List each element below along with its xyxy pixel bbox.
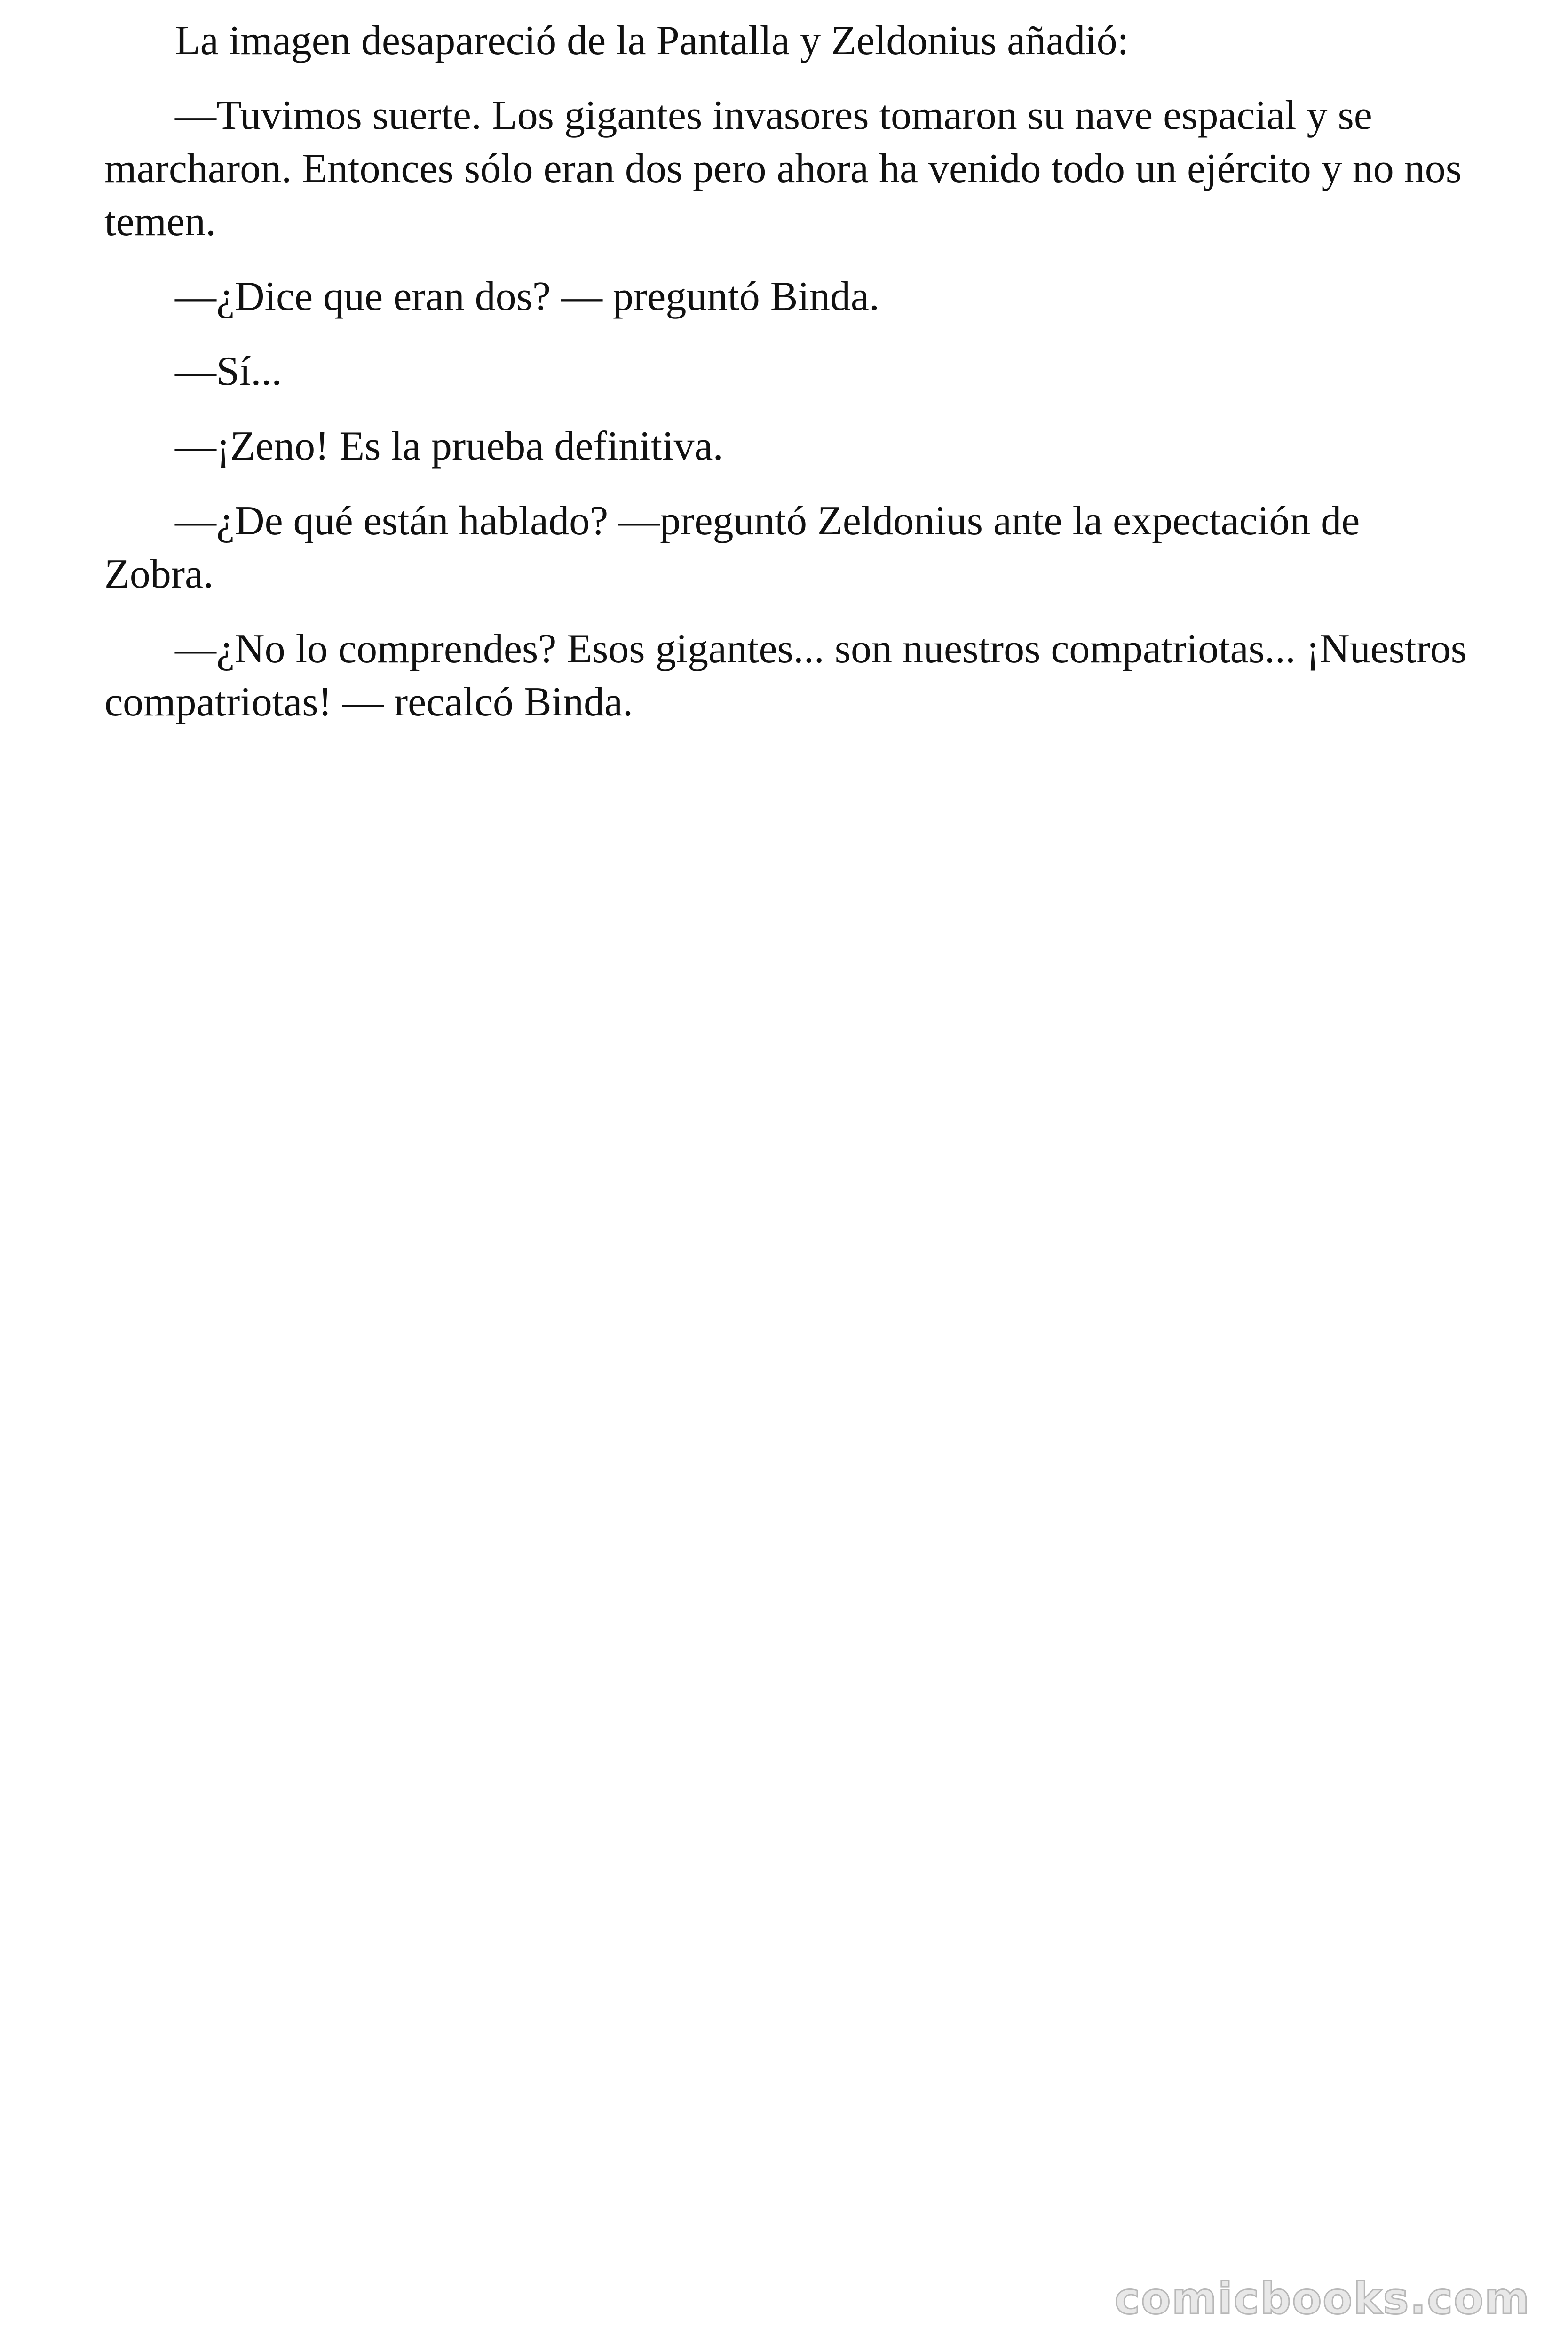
paragraph-6: —¿De qué están hablado? —preguntó Zeldonius ante la expectación de Zobra. — [104, 498, 1360, 597]
watermark: comicbooks.com — [1114, 2273, 1530, 2324]
paragraph-3: —¿Dice que eran dos? — preguntó Binda. — [175, 274, 879, 319]
paragraph-1: La imagen desapareció de la Pantalla y Zeldonius añadió: — [175, 18, 1129, 64]
paragraph-5: —¡Zeno! Es la prueba definitiva. — [175, 423, 723, 469]
paragraph-4: —Sí... — [175, 349, 282, 394]
paragraph-7: —¿No lo comprendes? Esos gigantes... son nuestros compatriotas... ¡Nuestros compatriotas! — recalcó Binda. — [104, 626, 1467, 725]
body-text — [104, 14, 1468, 750]
paragraph-2: —Tuvimos suerte. Los gigantes invasores tomaron su nave espacial y se marcharon. Entonces sólo eran dos pero ahora ha venido todo un ejército y no nos temen. — [104, 93, 1462, 245]
